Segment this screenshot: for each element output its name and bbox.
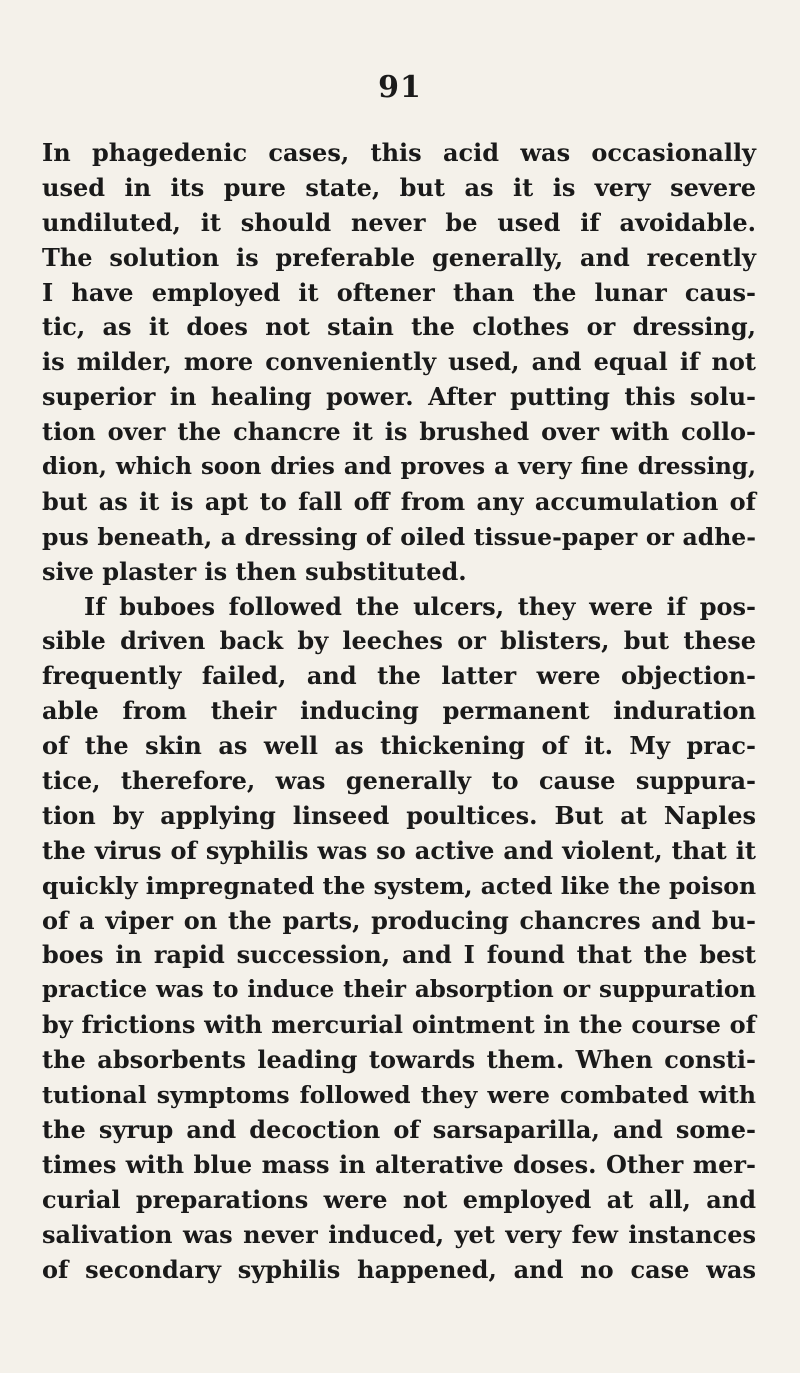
text-line: of the skin as well as thickening of it. My prac- [42,731,756,761]
text-line: tion over the chancre it is brushed over with collo- [42,417,756,447]
body-text [42,136,756,1287]
text-line: the absorbents leading towards them. When consti- [42,1045,756,1075]
text-line: quickly impregnated the system, acted like the poison [42,871,757,900]
text-line: frequently failed, and the latter were objection- [42,661,756,691]
text-line: In phagedenic cases, this acid was occasionally [42,138,756,167]
text-line: of secondary syphilis happened, and no case was [42,1254,756,1284]
text-line: but as it is apt to fall off from any accumulation of [42,486,756,516]
page-number: 91 [378,70,422,105]
text-line: boes in rapid succession, and I found that the best [42,940,756,970]
text-line: I have employed it oftener than the lunar caus- [42,277,756,307]
text-line: superior in healing power. After putting this solu- [42,382,756,412]
text-line: salivation was never induced, yet very few instances [42,1219,756,1249]
text-line: The solution is preferable generally, and recently [42,242,756,272]
text-line: able from their inducing permanent induration [42,696,756,726]
text-line: the syrup and decoction of sarsaparilla, and some- [42,1114,756,1144]
text-line: of a viper on the parts, producing chancres and bu- [42,905,756,935]
text-line: sible driven back by leeches or blisters, but these [42,626,756,656]
text-line: times with blue mass in alterative doses. Other mer- [42,1149,756,1179]
text-line: practice was to induce their absorption or suppuration [42,976,756,1004]
paragraph-first-line: If buboes followed the ulcers, they were if pos- [84,591,756,621]
text-line: the virus of syphilis was so active and violent, that it [42,835,756,865]
text-line: dion, which soon dries and proves a very fine dressing, [42,453,756,481]
text-line: tice, therefore, was generally to cause suppura- [42,766,756,796]
text-line: used in its pure state, but as it is very severe [42,172,756,202]
text-line: pus beneath, a dressing of oiled tissue-paper or adhe- [42,522,756,551]
text-line: tic, as it does not stain the clothes or dressing, [42,312,756,342]
text-line: is milder, more conveniently used, and equal if not [42,347,756,377]
text-line: undiluted, it should never be used if avoidable. [42,207,756,237]
text-line: tion by applying linseed poultices. But at Naples [42,800,756,830]
text-line: tutional symptoms followed they were combated with [42,1081,756,1110]
paragraph-last-line: sive plaster is then substituted. [42,556,467,586]
text-line: curial preparations were not employed at all, and [42,1184,756,1214]
text-line: by frictions with mercurial ointment in the course of [42,1010,756,1040]
